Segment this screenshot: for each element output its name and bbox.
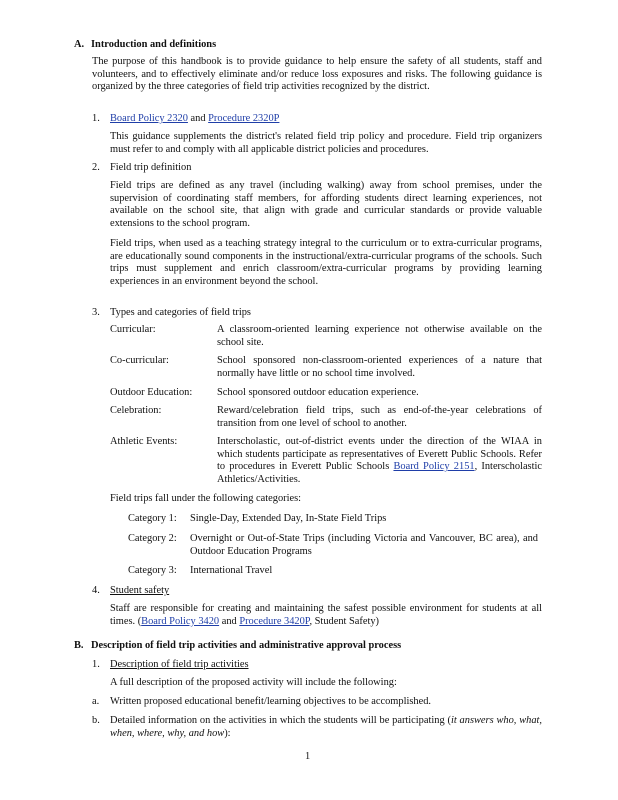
category-description: International Travel: [190, 565, 273, 576]
student-safety-and: and: [219, 615, 240, 627]
intro-paragraph: The purpose of this handbook is to provide guidance to help ensure the safety of all students, staff and volunteers, and to effectively eliminate and/or reduce loss exposures and risks. The following guidance is organized by the three categories of field trip activities recognized by the district.: [92, 56, 542, 93]
subitem-b-italic: it answers who, what, when, where, why, and how: [110, 715, 542, 739]
procedure-2320p-link[interactable]: Procedure 2320P: [208, 113, 280, 124]
section-b-title: Description of field trip activities and administrative approval process: [91, 640, 402, 651]
categories-intro: Field trips fall under the following categories:: [110, 493, 302, 504]
type-term: Curricular:: [110, 324, 156, 335]
board-policy-2320-link[interactable]: Board Policy 2320: [110, 113, 188, 124]
type-definition: School sponsored outdoor education experience.: [217, 387, 419, 398]
athletic-definition-text: Interscholastic, out-of-district events under the direction of the WIAA in which students participate as representatives of Everett Public Schools. Refer to procedures in Everett Public Schools: [217, 436, 542, 473]
section-b-item-1-title: Description of field trip activities: [110, 659, 249, 670]
board-policy-2151-link[interactable]: Board Policy 2151: [393, 461, 475, 473]
type-definition: Reward/celebration field trips, such as end-of-the-year celebrations of transition from one level of school to another.: [217, 405, 542, 429]
item-4-number: 4.: [92, 585, 100, 596]
subitem-a-text: Written proposed educational benefit/learning objectives to be accomplished.: [110, 696, 432, 707]
category-description: Single-Day, Extended Day, In-State Field Trips: [190, 513, 387, 524]
type-term: Athletic Events:: [110, 436, 178, 447]
section-a-title: Introduction and definitions: [91, 39, 217, 50]
student-safety-paragraph: [110, 603, 542, 628]
section-a-label: A.: [74, 39, 85, 50]
subitem-b-main: Detailed information on the activities in which the students will be participating (: [110, 715, 451, 726]
page-number: 1: [305, 751, 311, 762]
athletic-definition-tail: , Interscholastic Athletics/Activities.: [217, 461, 542, 485]
item-1-and: and: [187, 113, 209, 124]
field-trip-definition-paragraph-2: Field trips, when used as a teaching strategy integral to the curriculum or to extra-curricular programs, are educationally sound components in the instructional/extra-curricular programs of the schools. Such trips must supplement and enrich classroom/extra-curricular programs by providing learning experiences in an environment beyond the school.: [110, 238, 542, 287]
item-2-title: Field trip definition: [110, 162, 192, 173]
item-3-number: 3.: [92, 307, 100, 318]
subitem-b-label: b.: [92, 715, 100, 726]
student-safety-tail: , Student Safety): [309, 615, 380, 627]
subitem-b-text: [110, 715, 542, 740]
description-intro: A full description of the proposed activity will include the following:: [110, 677, 397, 688]
item-3-title: Types and categories of field trips: [110, 307, 251, 318]
type-definition: A classroom-oriented learning experience not otherwise available on the school site.: [217, 324, 542, 348]
item-1-body: This guidance supplements the district's related field trip policy and procedure. Field trip organizers must refer to and comply with all applicable district policies and procedures.: [110, 131, 542, 155]
category-label: Category 3:: [128, 565, 177, 576]
type-term: Co-curricular:: [110, 355, 169, 366]
category-description: Overnight or Out-of-State Trips (including Victoria and Vancouver, BC area), and Outdoor Education Programs: [190, 533, 538, 557]
category-label: Category 2:: [128, 533, 177, 544]
type-definition: School sponsored non-classroom-oriented experiences of a nature that normally have little or no school time involved.: [217, 355, 542, 379]
procedure-3420p-link[interactable]: Procedure 3420P: [239, 615, 310, 627]
subitem-a-label: a.: [92, 696, 100, 707]
item-4-title: Student safety: [110, 585, 170, 596]
section-b-item-1-number: 1.: [92, 659, 100, 670]
type-definition: [217, 436, 542, 486]
type-term: Celebration:: [110, 405, 162, 416]
category-label: Category 1:: [128, 513, 177, 524]
type-term: Outdoor Education:: [110, 387, 193, 398]
field-trip-definition-paragraph-1: Field trips are defined as any travel (including walking) away from school premises, under the supervision of coordinating staff members, for affording students direct learning experiences, not available on the school site, that align with grade and curricular standards or provide valuable extensions to the school program.: [110, 180, 542, 229]
item-2-number: 2.: [92, 162, 100, 173]
subitem-b-tail: ):: [224, 727, 231, 739]
board-policy-3420-link[interactable]: Board Policy 3420: [141, 615, 220, 627]
item-1-number: 1.: [92, 113, 100, 124]
item-1-heading: [110, 113, 279, 126]
student-safety-text: Staff are responsible for creating and maintaining the safest possible environment for students at all times. (: [110, 603, 542, 627]
section-b-label: B.: [74, 640, 84, 651]
